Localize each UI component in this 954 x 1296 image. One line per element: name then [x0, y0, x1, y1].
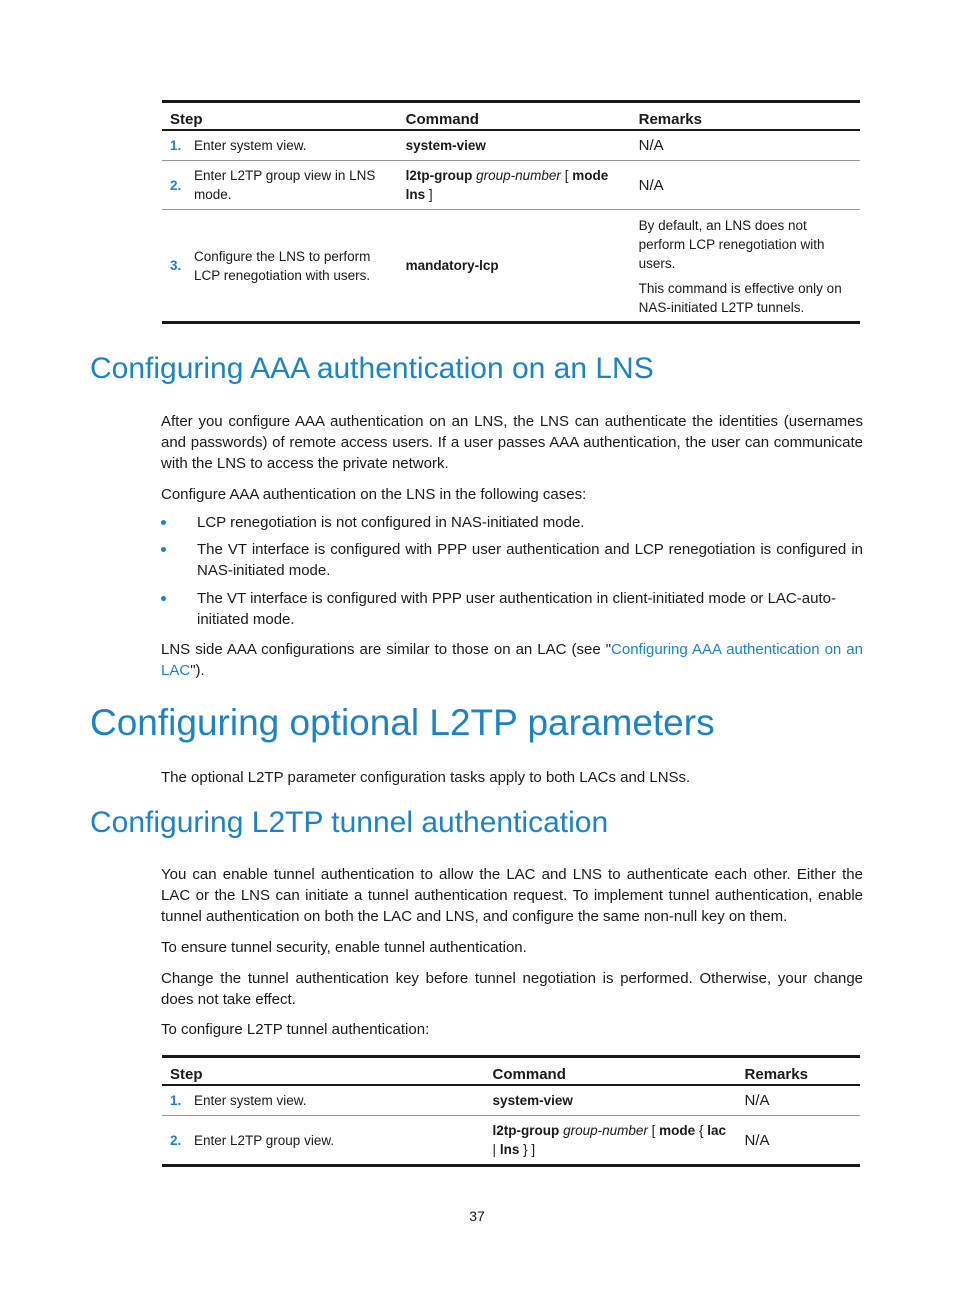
steps-table-tunnel [162, 1055, 860, 1167]
command [485, 1085, 737, 1116]
step-desc: Configure the LNS to perform LCP renegotiation with users. [194, 248, 371, 283]
command-bracket: ] [531, 1142, 536, 1157]
list-item [161, 539, 863, 581]
paragraph: Change the tunnel authentication key before tunnel negotiation is performed. Otherwise, your change does not take effect. [161, 970, 863, 1008]
command [485, 1116, 737, 1166]
steps-table-lns [162, 100, 860, 324]
step-desc: Enter system view. [194, 138, 307, 153]
col-header-remarks: Remarks [638, 111, 702, 128]
command-keyword: lns [499, 1142, 520, 1157]
command-brace: } [523, 1142, 528, 1157]
step-desc: Enter system view. [194, 1093, 307, 1108]
paragraph: Configure AAA authentication on the LNS in the following cases: [161, 486, 587, 503]
page-number: 37 [469, 1208, 485, 1224]
table-row [162, 1085, 860, 1116]
remarks-text: This command is effective only on NAS-initiated L2TP tunnels. [638, 281, 842, 315]
remarks: N/A [638, 137, 664, 154]
step-desc: Enter L2TP group view in LNS mode. [194, 168, 376, 202]
heading-optional-parameters: Configuring optional L2TP parameters [90, 702, 715, 743]
command-pipe: | [492, 1142, 497, 1157]
step-number: 2. [170, 177, 182, 193]
command [398, 161, 631, 210]
remarks: N/A [744, 1131, 770, 1149]
list-item-text: The VT interface is configured with PPP user authentication and LCP renegotiation is configured in NAS-initiated mode. [197, 541, 863, 579]
col-header-command: Command [405, 111, 479, 128]
command-keyword: system-view [492, 1093, 573, 1108]
table-row [162, 1116, 860, 1166]
command-keyword: mode [659, 1123, 696, 1138]
link-aaa-lac[interactable]: Configuring AAA authentication on an LAC [161, 641, 863, 679]
col-header-remarks: Remarks [744, 1066, 808, 1083]
list-item [161, 512, 863, 533]
paragraph: After you configure AAA authentication on an LNS, the LNS can authenticate the identities (usernames and passwords) of remote access users. If a user passes AAA authentication, the user can communicate with the LNS to access the private network. [161, 413, 863, 472]
command-keyword: l2tp-group [492, 1123, 560, 1138]
heading-tunnel-authentication: Configuring L2TP tunnel authentication [90, 806, 609, 839]
command [398, 210, 631, 323]
bullet-icon [161, 596, 166, 601]
remarks: N/A [744, 1092, 770, 1109]
remarks [631, 210, 860, 323]
command [398, 130, 631, 161]
list-item-text: The VT interface is configured with PPP user authentication in client-initiated mode or LAC-auto-initiated mode. [197, 590, 836, 628]
col-header-step: Step [170, 1066, 203, 1083]
paragraph: You can enable tunnel authentication to allow the LAC and LNS to authenticate each other. Either the LAC or the LNS can initiate a tunnel authentication request. To implement tunnel authentication, enable tunnel authentication on both the LAC and LNS, and configure the same non-null key on them. [161, 866, 863, 925]
command-bracket: ] [428, 187, 433, 202]
table-row [162, 161, 860, 210]
paragraph: To ensure tunnel security, enable tunnel authentication. [161, 939, 527, 956]
col-header-command: Command [492, 1066, 566, 1083]
bullet-icon [161, 547, 166, 552]
paragraph: The optional L2TP parameter configuration tasks apply to both LACs and LNSs. [161, 769, 691, 786]
paragraph-text: LNS side AAA configurations are similar to those on an LAC (see " [161, 641, 612, 658]
command-keyword: mandatory-lcp [405, 258, 499, 273]
remarks: N/A [638, 176, 664, 194]
step-number: 3. [170, 258, 182, 273]
step-desc: Enter L2TP group view. [194, 1132, 335, 1148]
step-number: 1. [170, 1093, 182, 1108]
command-keyword: lac [707, 1123, 726, 1138]
step-number: 2. [170, 1132, 182, 1148]
heading-aaa-authentication: Configuring AAA authentication on an LNS [90, 352, 654, 385]
command-arg: group-number [476, 168, 561, 183]
command-keyword: system-view [405, 138, 486, 153]
command-keyword: mode [572, 168, 609, 183]
bullet-icon [161, 520, 166, 525]
paragraph [161, 639, 863, 681]
command-bracket: [ [651, 1123, 656, 1138]
list-item [161, 588, 863, 630]
command-brace: { [698, 1123, 704, 1138]
command-bracket: [ [564, 168, 569, 183]
command-keyword: l2tp-group [405, 168, 473, 183]
list-item-text: LCP renegotiation is not configured in NAS-initiated mode. [197, 514, 585, 531]
command-arg: group-number [563, 1123, 648, 1138]
step-number: 1. [170, 138, 182, 153]
table-row [162, 210, 860, 323]
command-keyword: lns [405, 187, 426, 202]
col-header-step: Step [170, 111, 203, 128]
paragraph: To configure L2TP tunnel authentication: [161, 1021, 430, 1038]
table-row [162, 130, 860, 161]
remarks-text: By default, an LNS does not perform LCP renegotiation with users. [638, 218, 825, 271]
paragraph-text: "). [190, 662, 205, 679]
